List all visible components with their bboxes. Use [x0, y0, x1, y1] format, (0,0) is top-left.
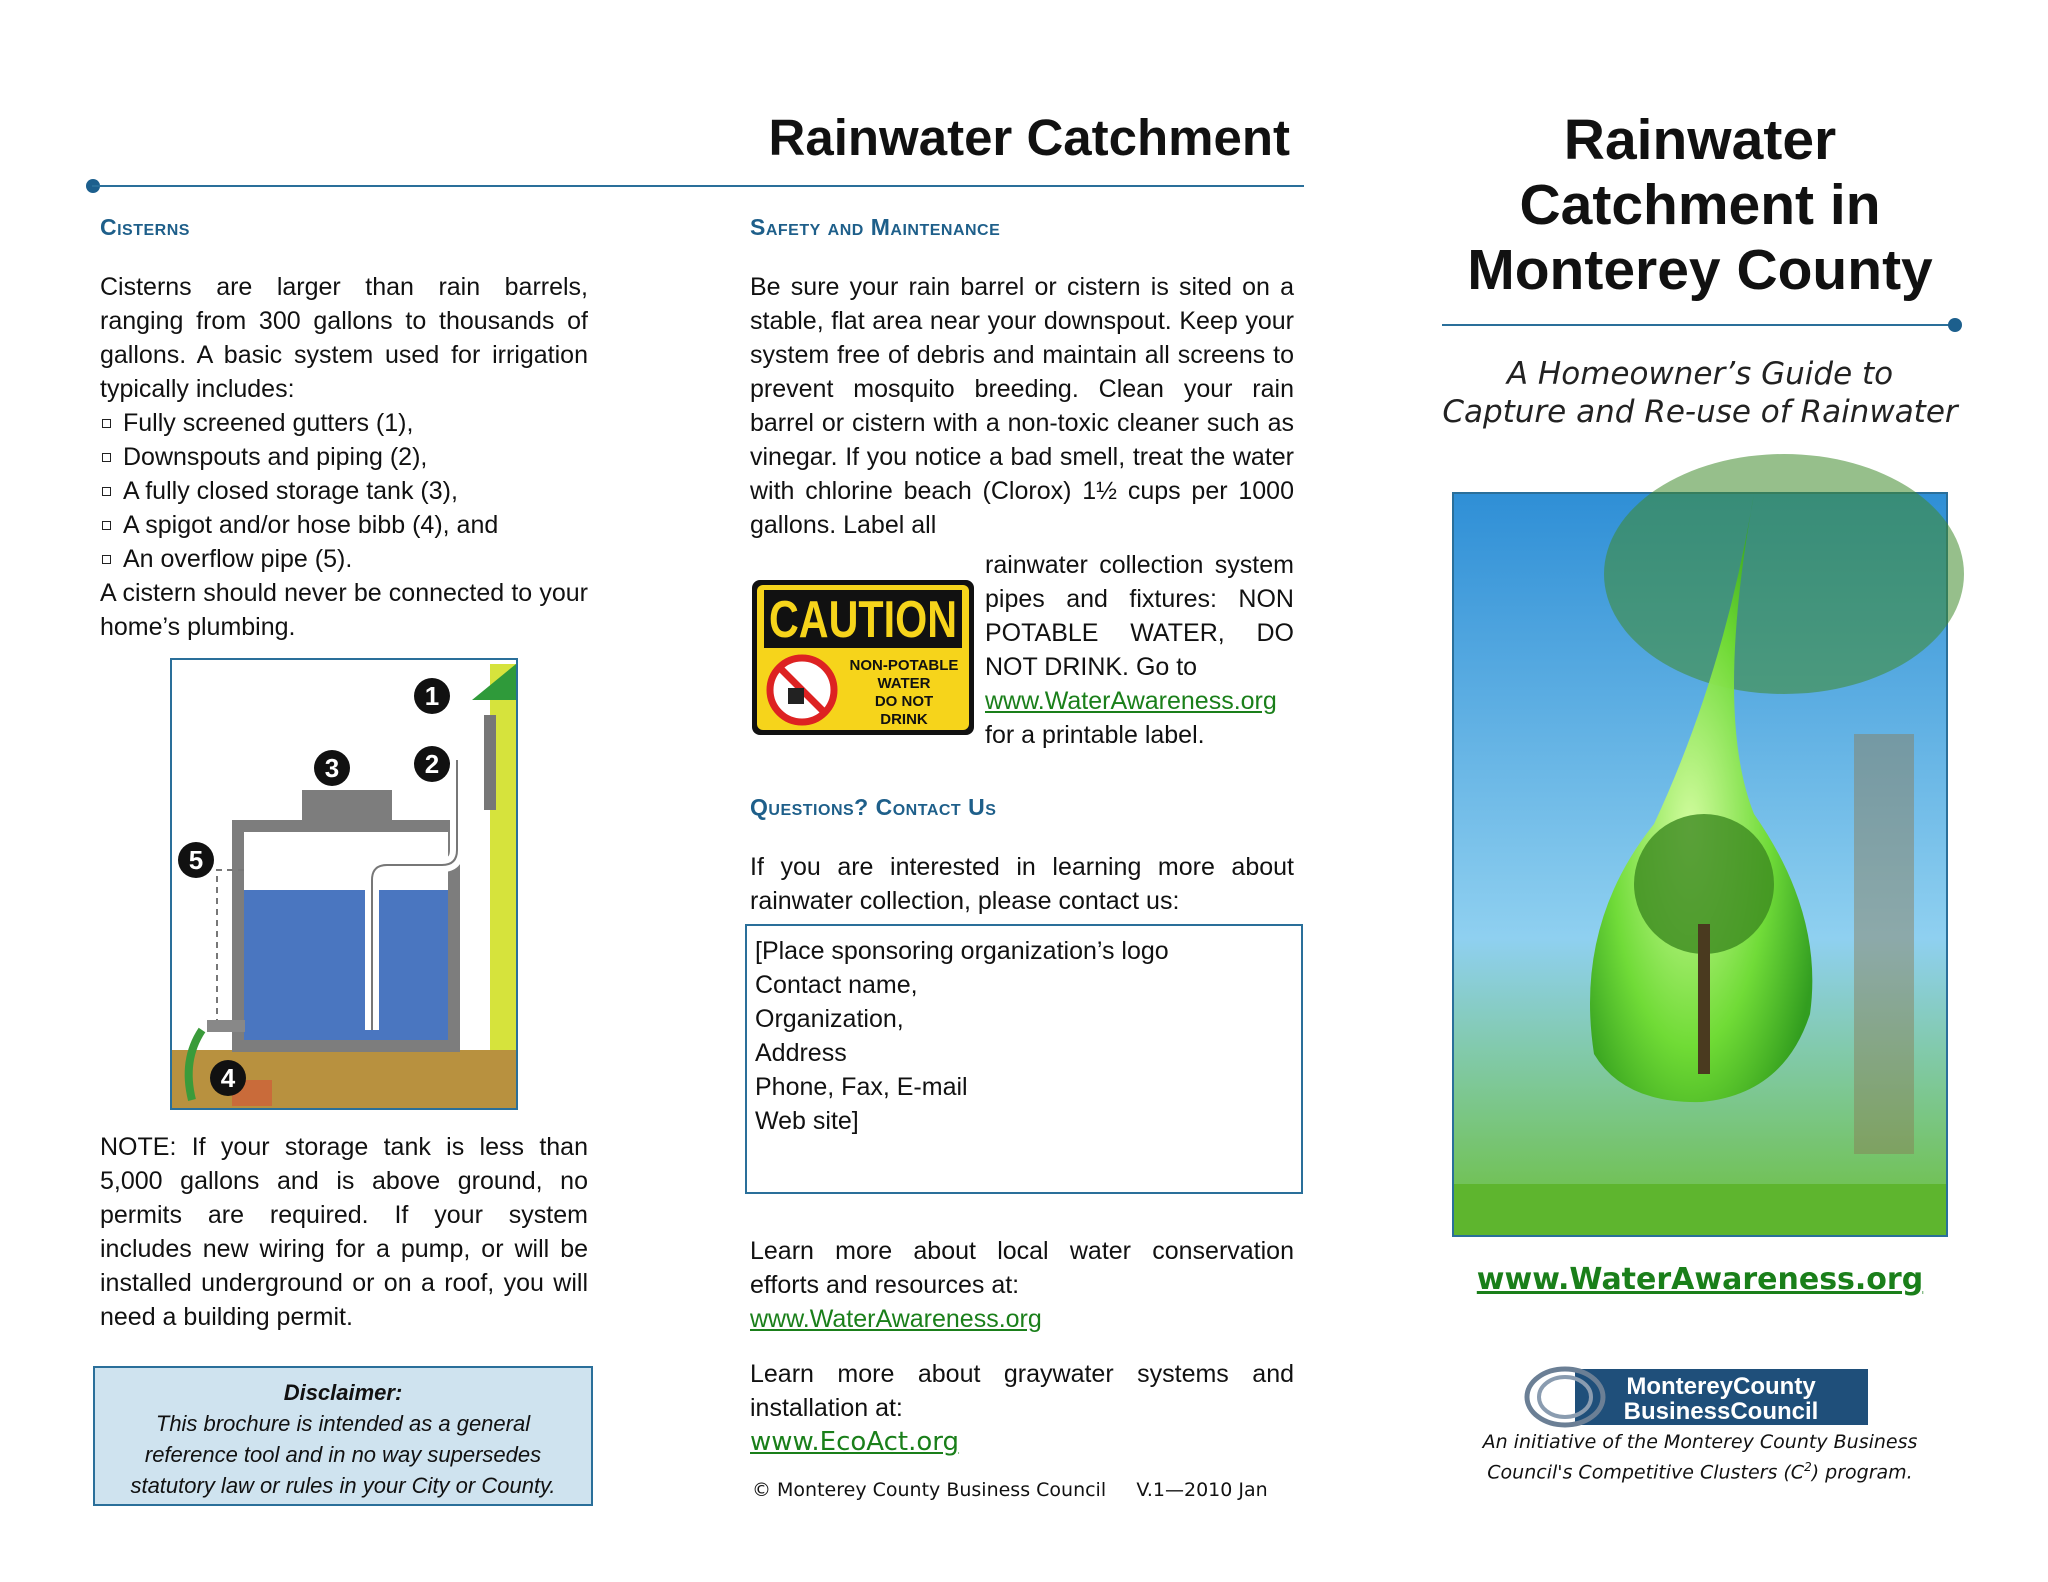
- sign-line-4: DRINK: [880, 711, 928, 728]
- initiative-line-2b: ) program.: [1811, 1461, 1913, 1484]
- initiative-line-2a: Council's Competitive Clusters (C: [1487, 1461, 1805, 1484]
- contact-line: Web site]: [755, 1107, 859, 1135]
- diagram-number-3: 3: [324, 753, 340, 783]
- learn-graywater-text: Learn more about graywater systems and installation at:: [750, 1360, 1294, 1422]
- cisterns-heading: Cisterns: [100, 214, 190, 240]
- label-text-1: rainwater collection system pipes and fixtures: NON POTABLE WATER, DO NOT DRINK. Go to: [985, 551, 1294, 681]
- initiative-line-2: [1440, 1455, 1960, 1485]
- initiative-text: [1440, 1430, 1960, 1485]
- disclaimer-box: [93, 1366, 593, 1506]
- diagram-number-1: 1: [424, 681, 440, 711]
- title-rule: [92, 185, 1304, 187]
- caution-word: CAUTION: [769, 591, 957, 649]
- cistern-diagram-svg: [172, 660, 516, 1108]
- wateraware-link[interactable]: www.WaterAwareness.org: [750, 1305, 1042, 1333]
- cover-title: Rainwater Catchment in Monterey County: [1467, 108, 1933, 302]
- sign-line-3: DO NOT: [874, 693, 934, 710]
- cisterns-warning: A cistern should never be connected to your home’s plumbing.: [100, 579, 588, 641]
- cisterns-intro: Cisterns are larger than rain barrels, ranging from 300 gallons to thousands of gallons. A basic system used for irrigation typically includes:: [100, 273, 588, 403]
- logo-line-1: MontereyCounty: [1626, 1373, 1816, 1400]
- contact-line: [Place sponsoring organization’s logo: [755, 937, 1169, 965]
- ecoact-link[interactable]: www.EcoAct.org: [750, 1427, 960, 1457]
- panel-title: Rainwater Catchment: [768, 109, 1290, 166]
- contact-intro: If you are interested in learning more about rainwater collection, please contact us:: [750, 853, 1294, 915]
- cistern-diagram: [170, 658, 518, 1110]
- contact-heading: Questions? Contact Us: [750, 794, 997, 820]
- contact-line: Address: [755, 1039, 847, 1067]
- list-item: A fully closed storage tank (3),: [100, 474, 588, 508]
- initiative-line-1: An initiative of the Monterey County Business: [1482, 1431, 1918, 1453]
- cover-url-link[interactable]: www.WaterAwareness.org: [1476, 1262, 1924, 1297]
- label-text-2: for a printable label.: [985, 721, 1205, 749]
- contact-line: Contact name,: [755, 971, 918, 999]
- disclaimer-text: This brochure is intended as a general reference tool and in no way supersedes statutory law or rules in your City or County.: [130, 1411, 556, 1498]
- cisterns-section: [100, 270, 588, 644]
- copyright: © Monterey County Business Council V.1—2010 Jan: [752, 1479, 1268, 1501]
- cisterns-list: [100, 406, 588, 576]
- disclaimer-title: Disclaimer:: [283, 1380, 403, 1405]
- list-item: Fully screened gutters (1),: [100, 406, 588, 440]
- initiative-sup: 2: [1804, 1460, 1812, 1474]
- cover-rule: [1442, 324, 1954, 326]
- mcbc-logo: [1525, 1367, 1870, 1427]
- list-item: A spigot and/or hose bibb (4), and: [100, 508, 588, 542]
- logo-line-2: BusinessCouncil: [1623, 1398, 1819, 1425]
- contact-line: Organization,: [755, 1005, 904, 1033]
- caution-sign: [752, 580, 974, 735]
- diagram-number-4: 4: [220, 1063, 236, 1093]
- diagram-number-2: 2: [424, 749, 440, 779]
- learn-conservation: [750, 1234, 1294, 1336]
- diagram-number-5: 5: [188, 845, 204, 875]
- water-drop-photo: [1452, 492, 1948, 1237]
- label-link[interactable]: www.WaterAwareness.org: [985, 687, 1277, 715]
- safety-heading: Safety and Maintenance: [750, 214, 1001, 240]
- sign-line-2: WATER: [877, 675, 931, 692]
- permit-note: NOTE: If your storage tank is less than 5,000 gallons and is above ground, no permits are required. If your system includes new wiring for a pump, or will be installed underground or on a roof, you will need a building permit.: [100, 1133, 588, 1331]
- label-instructions: [985, 548, 1294, 752]
- list-item: An overflow pipe (5).: [100, 542, 588, 576]
- learn-graywater: [750, 1357, 1294, 1459]
- list-item: Downspouts and piping (2),: [100, 440, 588, 474]
- rule-dot-right: [1948, 318, 1962, 332]
- learn-conservation-text: Learn more about local water conservation efforts and resources at:: [750, 1237, 1294, 1299]
- contact-box: [745, 924, 1303, 1194]
- sign-line-1: NON-POTABLE: [849, 657, 959, 674]
- contact-line: Phone, Fax, E-mail: [755, 1073, 968, 1101]
- cover-subtitle: A Homeowner’s Guide to Capture and Re-use of Rainwater: [1442, 356, 1958, 430]
- safety-para: Be sure your rain barrel or cistern is sited on a stable, flat area near your downspout. Keep your system free of debris and maintain all screens to prevent mosquito breeding. Clean your rain barrel or cistern with a non-toxic cleaner such as vinegar. If you notice a bad smell, treat the water with chlorine beach (Clorox) 1½ cups per 1000 gallons. Label all: [750, 273, 1294, 539]
